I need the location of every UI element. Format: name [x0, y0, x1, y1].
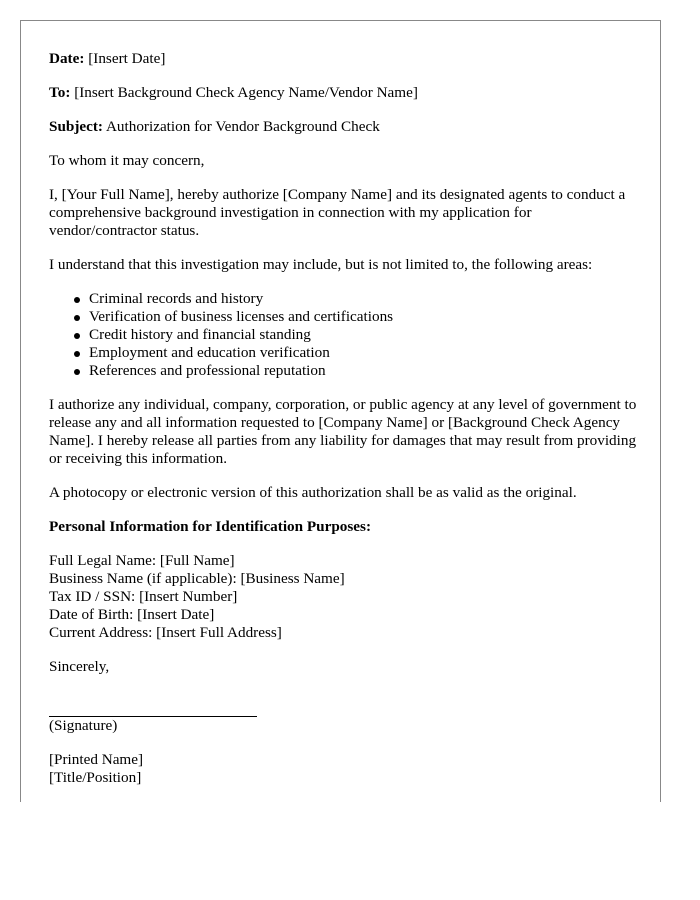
current-address-line: Current Address: [Insert Full Address] — [49, 624, 282, 641]
personal-info-heading: Personal Information for Identification Purposes: — [49, 518, 372, 535]
scope-intro: I understand that this investigation may include, but is not limited to, the following areas: — [49, 256, 593, 273]
bullet-icon — [74, 333, 80, 339]
bullet-icon — [74, 369, 80, 375]
subject-value: Authorization for Vendor Background Check — [103, 118, 380, 135]
list-item — [89, 326, 639, 344]
letter-content — [49, 50, 639, 787]
subject-label: Subject: — [49, 118, 103, 135]
list-item — [89, 362, 639, 380]
recipient-line — [49, 84, 639, 102]
copy-validity-paragraph: A photocopy or electronic version of this authorization shall be as valid as the original. — [49, 484, 577, 501]
full-legal-name-line: Full Legal Name: [Full Name] — [49, 552, 235, 569]
date-of-birth-line: Date of Birth: [Insert Date] — [49, 606, 215, 623]
date-line — [49, 50, 639, 68]
personal-info-block — [49, 552, 639, 642]
tax-id-line: Tax ID / SSN: [Insert Number] — [49, 588, 238, 605]
closing: Sincerely, — [49, 658, 110, 675]
letter-page — [20, 20, 661, 802]
subject-line — [49, 118, 639, 136]
signature-label: (Signature) — [49, 717, 118, 734]
list-item — [89, 290, 639, 308]
release-paragraph: I authorize any individual, company, corporation, or public agency at any level of government to release any and all information requested to [Company Name] or [Background Check Agency Name]. I hereby release all parties from any liability for damages that may result from providing or receiving this information. — [49, 396, 637, 467]
bullet-icon — [74, 351, 80, 357]
printed-name: [Printed Name] — [49, 751, 144, 768]
bullet-icon — [74, 315, 80, 321]
list-item-text: Credit history and financial standing — [89, 326, 311, 343]
list-item-text: Verification of business licenses and certifications — [89, 308, 394, 325]
salutation: To whom it may concern, — [49, 152, 205, 169]
list-item — [89, 344, 639, 362]
business-name-line: Business Name (if applicable): [Business Name] — [49, 570, 345, 587]
date-label: Date: — [49, 50, 85, 67]
title-position: [Title/Position] — [49, 769, 142, 786]
recipient-value: [Insert Background Check Agency Name/Vendor Name] — [70, 84, 418, 101]
authorization-paragraph: I, [Your Full Name], hereby authorize [Company Name] and its designated agents to conduct a comprehensive background investigation in connection with my application for vendor/contractor status. — [49, 186, 626, 239]
investigation-areas-list — [49, 290, 639, 380]
signature-space — [49, 692, 639, 716]
bullet-icon — [74, 297, 80, 303]
list-item-text: Criminal records and history — [89, 290, 264, 307]
recipient-label: To: — [49, 84, 71, 101]
date-value: [Insert Date] — [84, 50, 166, 67]
list-item-text: References and professional reputation — [89, 362, 326, 379]
list-item — [89, 308, 639, 326]
list-item-text: Employment and education verification — [89, 344, 330, 361]
